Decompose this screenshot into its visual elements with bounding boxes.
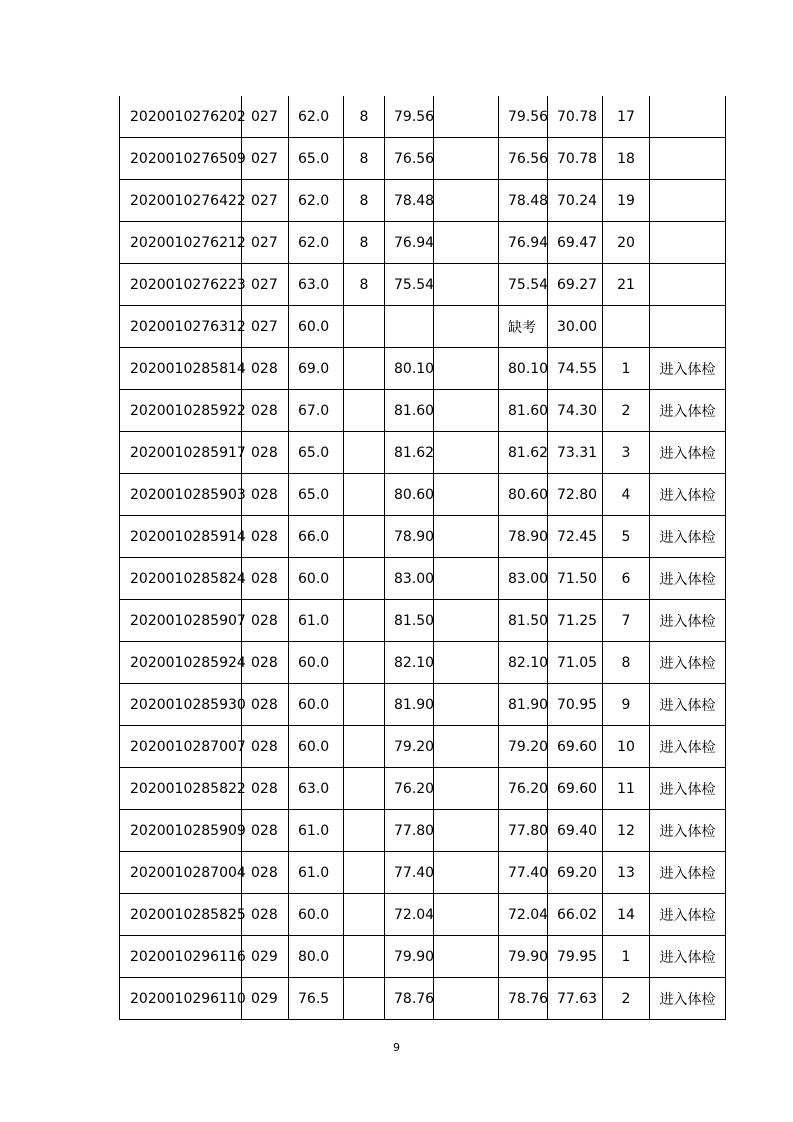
remark-cell xyxy=(650,264,726,306)
total-score-cell: 69.20 xyxy=(548,852,603,894)
rank-cell: 10 xyxy=(603,726,650,768)
blank-score-cell xyxy=(434,684,499,726)
candidate-id-cell: 2020010276223 xyxy=(120,264,242,306)
interview-score-cell: 82.10 xyxy=(385,642,434,684)
interview-score-cell: 81.60 xyxy=(385,390,434,432)
written-score-cell: 80.0 xyxy=(289,936,344,978)
interview-score-cell: 76.56 xyxy=(385,138,434,180)
table-row xyxy=(120,390,726,432)
interview-group-cell: 8 xyxy=(344,222,385,264)
final-interview-score-cell: 79.56 xyxy=(499,96,548,138)
remark-cell: 进入体检 xyxy=(650,390,726,432)
interview-score-cell: 77.40 xyxy=(385,852,434,894)
table-row xyxy=(120,768,726,810)
written-score-cell: 62.0 xyxy=(289,180,344,222)
candidate-id-cell: 2020010285824 xyxy=(120,558,242,600)
rank-cell: 3 xyxy=(603,432,650,474)
candidate-id-cell: 2020010276312 xyxy=(120,306,242,348)
rank-cell: 2 xyxy=(603,978,650,1020)
candidate-id-cell: 2020010285917 xyxy=(120,432,242,474)
final-interview-score-cell: 79.90 xyxy=(499,936,548,978)
interview-group-cell xyxy=(344,432,385,474)
blank-score-cell xyxy=(434,558,499,600)
final-interview-score-cell: 75.54 xyxy=(499,264,548,306)
interview-group-cell xyxy=(344,306,385,348)
rank-cell: 13 xyxy=(603,852,650,894)
candidate-id-cell: 2020010285907 xyxy=(120,600,242,642)
total-score-cell: 66.02 xyxy=(548,894,603,936)
table-row xyxy=(120,810,726,852)
final-interview-score-cell: 76.20 xyxy=(499,768,548,810)
remark-cell: 进入体检 xyxy=(650,978,726,1020)
final-interview-score-cell: 78.90 xyxy=(499,516,548,558)
candidate-id-cell: 2020010285814 xyxy=(120,348,242,390)
written-score-cell: 67.0 xyxy=(289,390,344,432)
table-row xyxy=(120,138,726,180)
final-interview-score-cell: 76.56 xyxy=(499,138,548,180)
rank-cell: 21 xyxy=(603,264,650,306)
final-interview-score-cell: 82.10 xyxy=(499,642,548,684)
table-row xyxy=(120,264,726,306)
blank-score-cell xyxy=(434,642,499,684)
blank-score-cell xyxy=(434,516,499,558)
total-score-cell: 73.31 xyxy=(548,432,603,474)
blank-score-cell xyxy=(434,138,499,180)
written-score-cell: 61.0 xyxy=(289,600,344,642)
blank-score-cell xyxy=(434,348,499,390)
position-code-cell: 028 xyxy=(242,852,289,894)
written-score-cell: 65.0 xyxy=(289,138,344,180)
position-code-cell: 028 xyxy=(242,390,289,432)
blank-score-cell xyxy=(434,936,499,978)
position-code-cell: 028 xyxy=(242,768,289,810)
total-score-cell: 69.27 xyxy=(548,264,603,306)
final-interview-score-cell: 78.76 xyxy=(499,978,548,1020)
table-row xyxy=(120,180,726,222)
candidate-id-cell: 2020010287007 xyxy=(120,726,242,768)
interview-group-cell: 8 xyxy=(344,138,385,180)
final-interview-score-cell: 79.20 xyxy=(499,726,548,768)
rank-cell: 8 xyxy=(603,642,650,684)
total-score-cell: 77.63 xyxy=(548,978,603,1020)
remark-cell: 进入体检 xyxy=(650,936,726,978)
candidate-id-cell: 2020010285909 xyxy=(120,810,242,852)
final-interview-score-cell: 72.04 xyxy=(499,894,548,936)
interview-group-cell xyxy=(344,768,385,810)
total-score-cell: 72.45 xyxy=(548,516,603,558)
interview-score-cell: 81.90 xyxy=(385,684,434,726)
remark-cell xyxy=(650,138,726,180)
rank-cell: 2 xyxy=(603,390,650,432)
table-row xyxy=(120,306,726,348)
interview-group-cell xyxy=(344,894,385,936)
candidate-id-cell: 2020010296110 xyxy=(120,978,242,1020)
candidate-id-cell: 2020010285924 xyxy=(120,642,242,684)
position-code-cell: 028 xyxy=(242,810,289,852)
remark-cell: 进入体检 xyxy=(650,894,726,936)
total-score-cell: 74.55 xyxy=(548,348,603,390)
blank-score-cell xyxy=(434,474,499,516)
interview-group-cell xyxy=(344,390,385,432)
remark-cell: 进入体检 xyxy=(650,474,726,516)
interview-score-cell: 79.20 xyxy=(385,726,434,768)
remark-cell: 进入体检 xyxy=(650,348,726,390)
blank-score-cell xyxy=(434,432,499,474)
remark-cell xyxy=(650,180,726,222)
total-score-cell: 30.00 xyxy=(548,306,603,348)
final-interview-score-cell: 76.94 xyxy=(499,222,548,264)
interview-group-cell xyxy=(344,852,385,894)
position-code-cell: 027 xyxy=(242,138,289,180)
candidate-id-cell: 2020010285922 xyxy=(120,390,242,432)
total-score-cell: 71.05 xyxy=(548,642,603,684)
final-interview-score-cell: 83.00 xyxy=(499,558,548,600)
table-row xyxy=(120,222,726,264)
interview-score-cell: 80.10 xyxy=(385,348,434,390)
candidate-id-cell: 2020010287004 xyxy=(120,852,242,894)
rank-cell: 9 xyxy=(603,684,650,726)
interview-score-cell: 76.94 xyxy=(385,222,434,264)
written-score-cell: 63.0 xyxy=(289,264,344,306)
rank-cell: 6 xyxy=(603,558,650,600)
position-code-cell: 027 xyxy=(242,96,289,138)
candidate-id-cell: 2020010285930 xyxy=(120,684,242,726)
final-interview-score-cell: 77.40 xyxy=(499,852,548,894)
total-score-cell: 69.60 xyxy=(548,726,603,768)
blank-score-cell xyxy=(434,306,499,348)
remark-cell: 进入体检 xyxy=(650,810,726,852)
position-code-cell: 028 xyxy=(242,600,289,642)
position-code-cell: 029 xyxy=(242,978,289,1020)
written-score-cell: 69.0 xyxy=(289,348,344,390)
total-score-cell: 71.50 xyxy=(548,558,603,600)
interview-group-cell xyxy=(344,642,385,684)
interview-score-cell: 76.20 xyxy=(385,768,434,810)
position-code-cell: 028 xyxy=(242,894,289,936)
final-interview-score-cell: 81.90 xyxy=(499,684,548,726)
total-score-cell: 70.78 xyxy=(548,138,603,180)
candidate-id-cell: 2020010285822 xyxy=(120,768,242,810)
rank-cell: 18 xyxy=(603,138,650,180)
final-interview-score-cell: 77.80 xyxy=(499,810,548,852)
rank-cell: 12 xyxy=(603,810,650,852)
rank-cell: 4 xyxy=(603,474,650,516)
written-score-cell: 62.0 xyxy=(289,96,344,138)
final-interview-score-cell: 缺考 xyxy=(499,306,548,348)
candidate-id-cell: 2020010285914 xyxy=(120,516,242,558)
remark-cell xyxy=(650,96,726,138)
interview-group-cell xyxy=(344,516,385,558)
rank-cell: 7 xyxy=(603,600,650,642)
table-row xyxy=(120,642,726,684)
written-score-cell: 60.0 xyxy=(289,642,344,684)
interview-score-cell: 78.48 xyxy=(385,180,434,222)
blank-score-cell xyxy=(434,726,499,768)
total-score-cell: 74.30 xyxy=(548,390,603,432)
table-row xyxy=(120,852,726,894)
table-row xyxy=(120,558,726,600)
total-score-cell: 69.47 xyxy=(548,222,603,264)
score-table xyxy=(119,96,726,1020)
blank-score-cell xyxy=(434,180,499,222)
interview-score-cell: 78.76 xyxy=(385,978,434,1020)
table-row xyxy=(120,684,726,726)
written-score-cell: 65.0 xyxy=(289,474,344,516)
position-code-cell: 028 xyxy=(242,432,289,474)
total-score-cell: 70.78 xyxy=(548,96,603,138)
candidate-id-cell: 2020010276422 xyxy=(120,180,242,222)
rank-cell: 14 xyxy=(603,894,650,936)
interview-score-cell: 75.54 xyxy=(385,264,434,306)
interview-group-cell xyxy=(344,558,385,600)
rank-cell: 20 xyxy=(603,222,650,264)
candidate-id-cell: 2020010285825 xyxy=(120,894,242,936)
table-row xyxy=(120,894,726,936)
blank-score-cell xyxy=(434,978,499,1020)
rank-cell: 1 xyxy=(603,936,650,978)
interview-score-cell: 83.00 xyxy=(385,558,434,600)
final-interview-score-cell: 81.60 xyxy=(499,390,548,432)
written-score-cell: 66.0 xyxy=(289,516,344,558)
remark-cell: 进入体检 xyxy=(650,600,726,642)
table-row xyxy=(120,978,726,1020)
table-row xyxy=(120,474,726,516)
total-score-cell: 79.95 xyxy=(548,936,603,978)
written-score-cell: 62.0 xyxy=(289,222,344,264)
candidate-id-cell: 2020010296116 xyxy=(120,936,242,978)
position-code-cell: 028 xyxy=(242,726,289,768)
remark-cell: 进入体检 xyxy=(650,852,726,894)
position-code-cell: 028 xyxy=(242,474,289,516)
remark-cell: 进入体检 xyxy=(650,558,726,600)
position-code-cell: 029 xyxy=(242,936,289,978)
blank-score-cell xyxy=(434,810,499,852)
candidate-id-cell: 2020010276212 xyxy=(120,222,242,264)
written-score-cell: 76.5 xyxy=(289,978,344,1020)
table-row xyxy=(120,348,726,390)
table-row xyxy=(120,726,726,768)
table-row xyxy=(120,432,726,474)
final-interview-score-cell: 81.62 xyxy=(499,432,548,474)
table-row xyxy=(120,516,726,558)
position-code-cell: 027 xyxy=(242,264,289,306)
written-score-cell: 65.0 xyxy=(289,432,344,474)
blank-score-cell xyxy=(434,768,499,810)
final-interview-score-cell: 80.60 xyxy=(499,474,548,516)
total-score-cell: 70.95 xyxy=(548,684,603,726)
remark-cell: 进入体检 xyxy=(650,768,726,810)
candidate-id-cell: 2020010276509 xyxy=(120,138,242,180)
interview-score-cell: 79.90 xyxy=(385,936,434,978)
interview-score-cell xyxy=(385,306,434,348)
position-code-cell: 028 xyxy=(242,558,289,600)
position-code-cell: 027 xyxy=(242,306,289,348)
rank-cell: 5 xyxy=(603,516,650,558)
interview-score-cell: 78.90 xyxy=(385,516,434,558)
position-code-cell: 028 xyxy=(242,684,289,726)
rank-cell: 11 xyxy=(603,768,650,810)
final-interview-score-cell: 80.10 xyxy=(499,348,548,390)
rank-cell: 1 xyxy=(603,348,650,390)
interview-score-cell: 79.56 xyxy=(385,96,434,138)
interview-group-cell xyxy=(344,600,385,642)
position-code-cell: 028 xyxy=(242,516,289,558)
blank-score-cell xyxy=(434,852,499,894)
interview-group-cell: 8 xyxy=(344,264,385,306)
table-row xyxy=(120,96,726,138)
blank-score-cell xyxy=(434,600,499,642)
blank-score-cell xyxy=(434,222,499,264)
blank-score-cell xyxy=(434,390,499,432)
table-body xyxy=(120,96,726,1020)
rank-cell: 19 xyxy=(603,180,650,222)
remark-cell: 进入体检 xyxy=(650,726,726,768)
interview-score-cell: 81.62 xyxy=(385,432,434,474)
remark-cell xyxy=(650,222,726,264)
final-interview-score-cell: 78.48 xyxy=(499,180,548,222)
total-score-cell: 69.40 xyxy=(548,810,603,852)
page-number: 9 xyxy=(393,1041,400,1054)
remark-cell: 进入体检 xyxy=(650,642,726,684)
remark-cell: 进入体检 xyxy=(650,516,726,558)
table-row xyxy=(120,600,726,642)
rank-cell: 17 xyxy=(603,96,650,138)
remark-cell: 进入体检 xyxy=(650,432,726,474)
interview-group-cell xyxy=(344,348,385,390)
blank-score-cell xyxy=(434,96,499,138)
interview-score-cell: 77.80 xyxy=(385,810,434,852)
written-score-cell: 60.0 xyxy=(289,726,344,768)
blank-score-cell xyxy=(434,264,499,306)
written-score-cell: 60.0 xyxy=(289,558,344,600)
final-interview-score-cell: 81.50 xyxy=(499,600,548,642)
position-code-cell: 028 xyxy=(242,348,289,390)
remark-cell xyxy=(650,306,726,348)
written-score-cell: 61.0 xyxy=(289,852,344,894)
written-score-cell: 60.0 xyxy=(289,306,344,348)
interview-score-cell: 81.50 xyxy=(385,600,434,642)
written-score-cell: 60.0 xyxy=(289,894,344,936)
written-score-cell: 63.0 xyxy=(289,768,344,810)
position-code-cell: 027 xyxy=(242,180,289,222)
total-score-cell: 72.80 xyxy=(548,474,603,516)
written-score-cell: 60.0 xyxy=(289,684,344,726)
interview-group-cell xyxy=(344,810,385,852)
table-row xyxy=(120,936,726,978)
total-score-cell: 70.24 xyxy=(548,180,603,222)
interview-score-cell: 80.60 xyxy=(385,474,434,516)
interview-group-cell: 8 xyxy=(344,96,385,138)
interview-group-cell xyxy=(344,978,385,1020)
remark-cell: 进入体检 xyxy=(650,684,726,726)
interview-group-cell xyxy=(344,684,385,726)
blank-score-cell xyxy=(434,894,499,936)
position-code-cell: 028 xyxy=(242,642,289,684)
written-score-cell: 61.0 xyxy=(289,810,344,852)
interview-score-cell: 72.04 xyxy=(385,894,434,936)
rank-cell xyxy=(603,306,650,348)
interview-group-cell: 8 xyxy=(344,180,385,222)
candidate-id-cell: 2020010285903 xyxy=(120,474,242,516)
interview-group-cell xyxy=(344,936,385,978)
position-code-cell: 027 xyxy=(242,222,289,264)
total-score-cell: 69.60 xyxy=(548,768,603,810)
candidate-id-cell: 2020010276202 xyxy=(120,96,242,138)
interview-group-cell xyxy=(344,726,385,768)
interview-group-cell xyxy=(344,474,385,516)
total-score-cell: 71.25 xyxy=(548,600,603,642)
